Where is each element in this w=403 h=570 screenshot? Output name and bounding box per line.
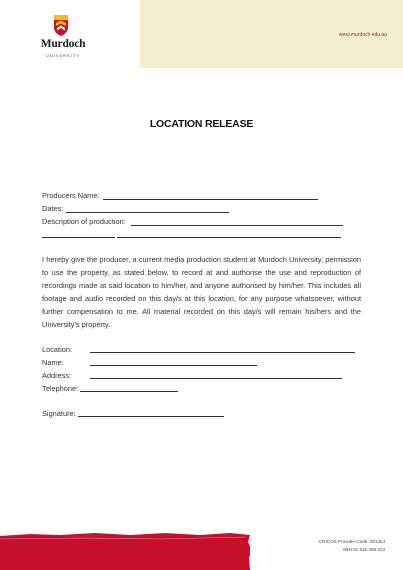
description-label: Description of production:: [42, 217, 126, 226]
name-label: Name:: [42, 358, 64, 367]
brush-stroke-decoration: [0, 530, 250, 570]
murdoch-logo: [37, 14, 89, 64]
footer-info: [319, 538, 385, 554]
telephone-label: Telephone:: [42, 384, 79, 393]
producers-name-label: Producers Name:: [42, 191, 100, 200]
description-field-line-2b[interactable]: [117, 237, 341, 238]
signature-label: Signature:: [42, 409, 76, 418]
location-label: Location:: [42, 345, 72, 354]
name-field[interactable]: [90, 365, 257, 366]
address-label: Address:: [42, 371, 72, 380]
producers-name-field[interactable]: [103, 199, 318, 200]
location-field[interactable]: [90, 352, 355, 353]
abn-number: ABN 61 616 369 313: [342, 547, 385, 552]
description-field[interactable]: [131, 225, 343, 226]
page-title: LOCATION RELEASE: [149, 118, 254, 130]
logo-name: Murdoch: [40, 38, 86, 50]
signature-field[interactable]: [78, 416, 224, 417]
release-paragraph: I hereby give the producer, a current media production student at Murdoch University, permission to use the property, as stated below, to record at and authorise the use and reproduction of recordings made at said location to him/her, and anyone authorised by him/her. This includes all footage and audio recorded on this day/s at this location, for any purpose whatsoever, without further compensation to me. All material recorded on this day/s will remain his/hers and the University's property.: [42, 255, 361, 329]
dates-label: Dates:: [42, 204, 64, 213]
description-field-line-2a[interactable]: [42, 237, 115, 238]
crest-icon: [53, 14, 69, 37]
address-field[interactable]: [90, 378, 342, 379]
logo-subtitle: UNIVERSITY: [46, 54, 80, 58]
cricos-code: CRICOS Provider Code: 00125J: [318, 539, 385, 544]
dates-field[interactable]: [66, 212, 229, 213]
telephone-field[interactable]: [80, 391, 178, 392]
website-url[interactable]: www.murdoch.edu.au: [338, 32, 387, 38]
